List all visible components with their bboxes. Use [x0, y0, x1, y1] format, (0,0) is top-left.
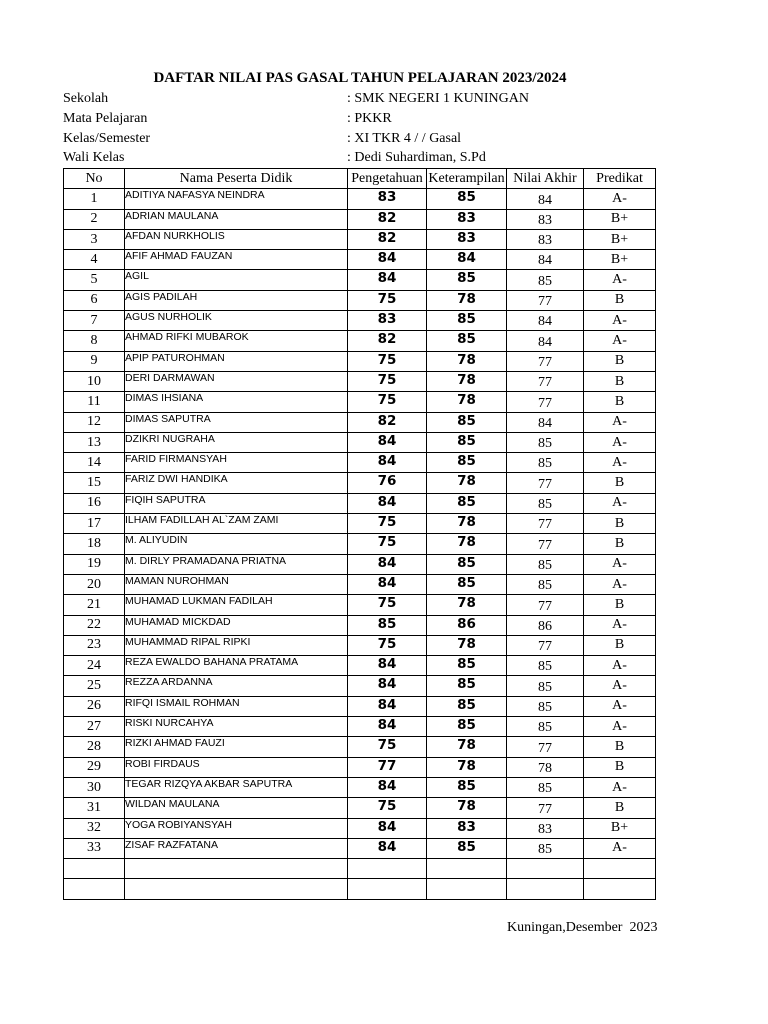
- cell-keterampilan: 85: [427, 656, 507, 676]
- table-row: [64, 717, 656, 737]
- cell-pengetahuan: 75: [348, 534, 427, 554]
- cell-nilai-akhir: 77: [507, 635, 584, 655]
- table-header-row: [64, 169, 656, 189]
- cell-nilai-akhir: 84: [507, 331, 584, 351]
- cell-pengetahuan: 82: [348, 209, 427, 229]
- cell-nilai-akhir: 77: [507, 473, 584, 493]
- cell-pengetahuan: 75: [348, 737, 427, 757]
- cell-nilai-akhir: 77: [507, 534, 584, 554]
- cell-pengetahuan: 75: [348, 595, 427, 615]
- cell-nilai-akhir: 85: [507, 696, 584, 716]
- cell-keterampilan: 85: [427, 574, 507, 594]
- cell-keterampilan: 85: [427, 311, 507, 331]
- cell-pengetahuan: 84: [348, 717, 427, 737]
- cell-nilai-akhir: 85: [507, 574, 584, 594]
- cell-keterampilan: 83: [427, 229, 507, 249]
- cell-nilai-akhir: 85: [507, 717, 584, 737]
- cell-keterampilan: 85: [427, 270, 507, 290]
- cell-nilai-akhir: 77: [507, 392, 584, 412]
- cell-keterampilan: 85: [427, 777, 507, 797]
- table-row: [64, 777, 656, 797]
- empty-cell: [64, 879, 125, 899]
- empty-cell: [507, 859, 584, 879]
- cell-no: 16: [64, 493, 125, 513]
- cell-pengetahuan: 84: [348, 777, 427, 797]
- cell-name: M. ALIYUDIN: [125, 534, 348, 554]
- cell-keterampilan: 85: [427, 432, 507, 452]
- table-row: [64, 392, 656, 412]
- info-label: Sekolah: [63, 91, 109, 106]
- table-row: [64, 453, 656, 473]
- cell-no: 27: [64, 717, 125, 737]
- cell-keterampilan: 78: [427, 595, 507, 615]
- footer-place-date: Kuningan,Desember 2023: [507, 920, 658, 935]
- cell-keterampilan: 85: [427, 838, 507, 858]
- cell-name: ZISAF RAZFATANA: [125, 838, 348, 858]
- table-row: [64, 514, 656, 534]
- cell-no: 13: [64, 432, 125, 452]
- cell-no: 7: [64, 311, 125, 331]
- cell-keterampilan: 78: [427, 635, 507, 655]
- table-row: [64, 229, 656, 249]
- cell-nilai-akhir: 77: [507, 371, 584, 391]
- table-row: [64, 676, 656, 696]
- cell-no: 11: [64, 392, 125, 412]
- cell-predikat: A-: [584, 574, 656, 594]
- cell-nilai-akhir: 85: [507, 270, 584, 290]
- table-row: [64, 838, 656, 858]
- cell-name: AGIL: [125, 270, 348, 290]
- cell-pengetahuan: 84: [348, 432, 427, 452]
- cell-keterampilan: 85: [427, 493, 507, 513]
- cell-nilai-akhir: 78: [507, 757, 584, 777]
- cell-pengetahuan: 75: [348, 371, 427, 391]
- table-row: [64, 331, 656, 351]
- table-row: [64, 351, 656, 371]
- empty-cell: [427, 859, 507, 879]
- cell-pengetahuan: 84: [348, 493, 427, 513]
- cell-nilai-akhir: 77: [507, 798, 584, 818]
- header-keterampilan: Keterampilan: [427, 169, 507, 189]
- cell-predikat: A-: [584, 717, 656, 737]
- cell-no: 33: [64, 838, 125, 858]
- empty-cell: [64, 859, 125, 879]
- cell-keterampilan: 85: [427, 696, 507, 716]
- empty-cell: [584, 859, 656, 879]
- table-row: [64, 696, 656, 716]
- cell-pengetahuan: 75: [348, 351, 427, 371]
- cell-name: ADRIAN MAULANA: [125, 209, 348, 229]
- cell-name: DIMAS IHSIANA: [125, 392, 348, 412]
- cell-no: 12: [64, 412, 125, 432]
- header-nilai-akhir: Nilai Akhir: [507, 169, 584, 189]
- cell-predikat: A-: [584, 676, 656, 696]
- table-row: [64, 635, 656, 655]
- cell-no: 18: [64, 534, 125, 554]
- cell-no: 9: [64, 351, 125, 371]
- cell-predikat: B: [584, 514, 656, 534]
- cell-name: AGIS PADILAH: [125, 290, 348, 310]
- cell-no: 3: [64, 229, 125, 249]
- cell-nilai-akhir: 85: [507, 656, 584, 676]
- cell-keterampilan: 78: [427, 514, 507, 534]
- cell-predikat: A-: [584, 493, 656, 513]
- table-row: [64, 412, 656, 432]
- cell-no: 10: [64, 371, 125, 391]
- table-row: [64, 189, 656, 209]
- cell-predikat: B: [584, 534, 656, 554]
- cell-no: 29: [64, 757, 125, 777]
- cell-nilai-akhir: 77: [507, 595, 584, 615]
- header-pengetahuan: Pengetahuan: [348, 169, 427, 189]
- cell-name: RIFQI ISMAIL ROHMAN: [125, 696, 348, 716]
- cell-predikat: A-: [584, 453, 656, 473]
- table-row: [64, 311, 656, 331]
- cell-predikat: B: [584, 371, 656, 391]
- cell-name: WILDAN MAULANA: [125, 798, 348, 818]
- cell-nilai-akhir: 77: [507, 290, 584, 310]
- cell-predikat: A-: [584, 412, 656, 432]
- cell-name: ROBI FIRDAUS: [125, 757, 348, 777]
- cell-predikat: A-: [584, 432, 656, 452]
- cell-predikat: B: [584, 635, 656, 655]
- cell-predikat: A-: [584, 696, 656, 716]
- cell-no: 26: [64, 696, 125, 716]
- cell-predikat: B: [584, 595, 656, 615]
- table-row: [64, 595, 656, 615]
- cell-nilai-akhir: 77: [507, 514, 584, 534]
- cell-name: REZZA ARDANNA: [125, 676, 348, 696]
- cell-predikat: B: [584, 798, 656, 818]
- table-row: [64, 290, 656, 310]
- cell-no: 5: [64, 270, 125, 290]
- cell-name: RISKI NURCAHYA: [125, 717, 348, 737]
- cell-pengetahuan: 83: [348, 311, 427, 331]
- cell-name: APIP PATUROHMAN: [125, 351, 348, 371]
- cell-name: DIMAS SAPUTRA: [125, 412, 348, 432]
- cell-no: 17: [64, 514, 125, 534]
- cell-name: MAMAN NUROHMAN: [125, 574, 348, 594]
- cell-no: 32: [64, 818, 125, 838]
- cell-keterampilan: 85: [427, 412, 507, 432]
- cell-pengetahuan: 82: [348, 331, 427, 351]
- cell-no: 2: [64, 209, 125, 229]
- cell-no: 20: [64, 574, 125, 594]
- cell-keterampilan: 85: [427, 554, 507, 574]
- cell-no: 4: [64, 250, 125, 270]
- table-row: [64, 493, 656, 513]
- cell-name: TEGAR RIZQYA AKBAR SAPUTRA: [125, 777, 348, 797]
- cell-pengetahuan: 75: [348, 392, 427, 412]
- cell-name: AFDAN NURKHOLIS: [125, 229, 348, 249]
- cell-predikat: B: [584, 351, 656, 371]
- table-row: [64, 757, 656, 777]
- cell-predikat: A-: [584, 311, 656, 331]
- cell-nilai-akhir: 84: [507, 189, 584, 209]
- info-label: Wali Kelas: [63, 150, 125, 165]
- cell-name: AHMAD RIFKI MUBAROK: [125, 331, 348, 351]
- cell-no: 21: [64, 595, 125, 615]
- table-row: [64, 737, 656, 757]
- cell-pengetahuan: 84: [348, 696, 427, 716]
- empty-cell: [348, 879, 427, 899]
- cell-predikat: B: [584, 392, 656, 412]
- cell-nilai-akhir: 85: [507, 676, 584, 696]
- cell-nilai-akhir: 86: [507, 615, 584, 635]
- cell-nilai-akhir: 85: [507, 453, 584, 473]
- cell-name: RIZKI AHMAD FAUZI: [125, 737, 348, 757]
- table-row: [64, 615, 656, 635]
- cell-name: FIQIH SAPUTRA: [125, 493, 348, 513]
- cell-nilai-akhir: 83: [507, 818, 584, 838]
- cell-no: 28: [64, 737, 125, 757]
- table-row: [64, 818, 656, 838]
- info-value: : SMK NEGERI 1 KUNINGAN: [347, 91, 529, 106]
- cell-pengetahuan: 82: [348, 412, 427, 432]
- info-label: Kelas/Semester: [63, 131, 151, 146]
- cell-pengetahuan: 84: [348, 818, 427, 838]
- cell-no: 24: [64, 656, 125, 676]
- cell-nilai-akhir: 77: [507, 737, 584, 757]
- cell-name: AFIF AHMAD FAUZAN: [125, 250, 348, 270]
- info-value: : XI TKR 4 / / Gasal: [347, 131, 462, 146]
- empty-cell: [125, 879, 348, 899]
- table-row: [64, 270, 656, 290]
- header-nama: Nama Peserta Didik: [125, 169, 348, 189]
- empty-table-row: [64, 879, 656, 899]
- cell-pengetahuan: 84: [348, 676, 427, 696]
- cell-no: 22: [64, 615, 125, 635]
- cell-name: YOGA ROBIYANSYAH: [125, 818, 348, 838]
- cell-name: MUHAMMAD RIPAL RIPKI: [125, 635, 348, 655]
- cell-nilai-akhir: 77: [507, 351, 584, 371]
- cell-keterampilan: 78: [427, 534, 507, 554]
- cell-predikat: A-: [584, 554, 656, 574]
- cell-pengetahuan: 75: [348, 290, 427, 310]
- cell-keterampilan: 78: [427, 392, 507, 412]
- cell-no: 30: [64, 777, 125, 797]
- cell-name: FARID FIRMANSYAH: [125, 453, 348, 473]
- cell-predikat: A-: [584, 270, 656, 290]
- cell-name: M. DIRLY PRAMADANA PRIATNA: [125, 554, 348, 574]
- cell-keterampilan: 83: [427, 818, 507, 838]
- cell-pengetahuan: 76: [348, 473, 427, 493]
- cell-no: 25: [64, 676, 125, 696]
- table-row: [64, 432, 656, 452]
- cell-nilai-akhir: 85: [507, 777, 584, 797]
- cell-keterampilan: 78: [427, 371, 507, 391]
- cell-keterampilan: 83: [427, 209, 507, 229]
- cell-predikat: B: [584, 290, 656, 310]
- cell-predikat: A-: [584, 189, 656, 209]
- cell-predikat: A-: [584, 777, 656, 797]
- cell-keterampilan: 85: [427, 717, 507, 737]
- cell-nilai-akhir: 84: [507, 412, 584, 432]
- cell-keterampilan: 78: [427, 351, 507, 371]
- cell-predikat: B: [584, 757, 656, 777]
- cell-predikat: A-: [584, 615, 656, 635]
- cell-name: FARIZ DWI HANDIKA: [125, 473, 348, 493]
- empty-cell: [348, 859, 427, 879]
- table-row: [64, 371, 656, 391]
- empty-table-row: [64, 859, 656, 879]
- cell-pengetahuan: 85: [348, 615, 427, 635]
- cell-keterampilan: 78: [427, 737, 507, 757]
- cell-keterampilan: 85: [427, 676, 507, 696]
- cell-pengetahuan: 83: [348, 189, 427, 209]
- cell-keterampilan: 84: [427, 250, 507, 270]
- cell-predikat: A-: [584, 656, 656, 676]
- cell-no: 15: [64, 473, 125, 493]
- cell-name: AGUS NURHOLIK: [125, 311, 348, 331]
- cell-no: 1: [64, 189, 125, 209]
- cell-no: 8: [64, 331, 125, 351]
- cell-no: 19: [64, 554, 125, 574]
- table-row: [64, 554, 656, 574]
- cell-pengetahuan: 84: [348, 270, 427, 290]
- cell-pengetahuan: 84: [348, 656, 427, 676]
- cell-nilai-akhir: 84: [507, 250, 584, 270]
- cell-no: 23: [64, 635, 125, 655]
- cell-pengetahuan: 82: [348, 229, 427, 249]
- cell-pengetahuan: 75: [348, 798, 427, 818]
- cell-keterampilan: 78: [427, 473, 507, 493]
- cell-predikat: B+: [584, 229, 656, 249]
- cell-predikat: B: [584, 737, 656, 757]
- empty-cell: [427, 879, 507, 899]
- table-row: [64, 574, 656, 594]
- info-value: : PKKR: [347, 111, 392, 126]
- cell-pengetahuan: 75: [348, 635, 427, 655]
- cell-pengetahuan: 84: [348, 554, 427, 574]
- cell-name: DZIKRI NUGRAHA: [125, 432, 348, 452]
- header-no: No: [64, 169, 125, 189]
- cell-predikat: B+: [584, 209, 656, 229]
- cell-pengetahuan: 84: [348, 574, 427, 594]
- cell-nilai-akhir: 84: [507, 311, 584, 331]
- table-row: [64, 798, 656, 818]
- cell-no: 6: [64, 290, 125, 310]
- cell-nilai-akhir: 83: [507, 229, 584, 249]
- cell-predikat: B+: [584, 818, 656, 838]
- cell-predikat: A-: [584, 331, 656, 351]
- cell-nilai-akhir: 85: [507, 432, 584, 452]
- cell-nilai-akhir: 85: [507, 493, 584, 513]
- cell-keterampilan: 78: [427, 798, 507, 818]
- info-value: : Dedi Suhardiman, S.Pd: [347, 150, 486, 165]
- cell-name: MUHAMAD MICKDAD: [125, 615, 348, 635]
- cell-predikat: B+: [584, 250, 656, 270]
- empty-cell: [125, 859, 348, 879]
- cell-keterampilan: 78: [427, 290, 507, 310]
- cell-nilai-akhir: 83: [507, 209, 584, 229]
- cell-name: ADITIYA NAFASYA NEINDRA: [125, 189, 348, 209]
- cell-keterampilan: 78: [427, 757, 507, 777]
- table-row: [64, 534, 656, 554]
- cell-pengetahuan: 84: [348, 453, 427, 473]
- cell-nilai-akhir: 85: [507, 838, 584, 858]
- cell-name: DERI DARMAWAN: [125, 371, 348, 391]
- cell-keterampilan: 85: [427, 453, 507, 473]
- table-row: [64, 656, 656, 676]
- cell-name: MUHAMAD LUKMAN FADILAH: [125, 595, 348, 615]
- cell-name: REZA EWALDO BAHANA PRATAMA: [125, 656, 348, 676]
- cell-predikat: B: [584, 473, 656, 493]
- cell-pengetahuan: 84: [348, 250, 427, 270]
- cell-keterampilan: 85: [427, 189, 507, 209]
- table-body: [64, 189, 656, 899]
- cell-predikat: A-: [584, 838, 656, 858]
- cell-name: ILHAM FADILLAH AL`ZAM ZAMI: [125, 514, 348, 534]
- header-predikat: Predikat: [584, 169, 656, 189]
- empty-cell: [507, 879, 584, 899]
- cell-pengetahuan: 77: [348, 757, 427, 777]
- document-title: DAFTAR NILAI PAS GASAL TAHUN PELAJARAN 2023/2024: [153, 70, 567, 86]
- table-row: [64, 250, 656, 270]
- cell-no: 14: [64, 453, 125, 473]
- grades-table: [63, 168, 656, 900]
- cell-pengetahuan: 84: [348, 838, 427, 858]
- cell-no: 31: [64, 798, 125, 818]
- cell-keterampilan: 85: [427, 331, 507, 351]
- cell-keterampilan: 86: [427, 615, 507, 635]
- cell-nilai-akhir: 85: [507, 554, 584, 574]
- table-row: [64, 209, 656, 229]
- info-label: Mata Pelajaran: [63, 111, 148, 126]
- cell-pengetahuan: 75: [348, 514, 427, 534]
- table-row: [64, 473, 656, 493]
- empty-cell: [584, 879, 656, 899]
